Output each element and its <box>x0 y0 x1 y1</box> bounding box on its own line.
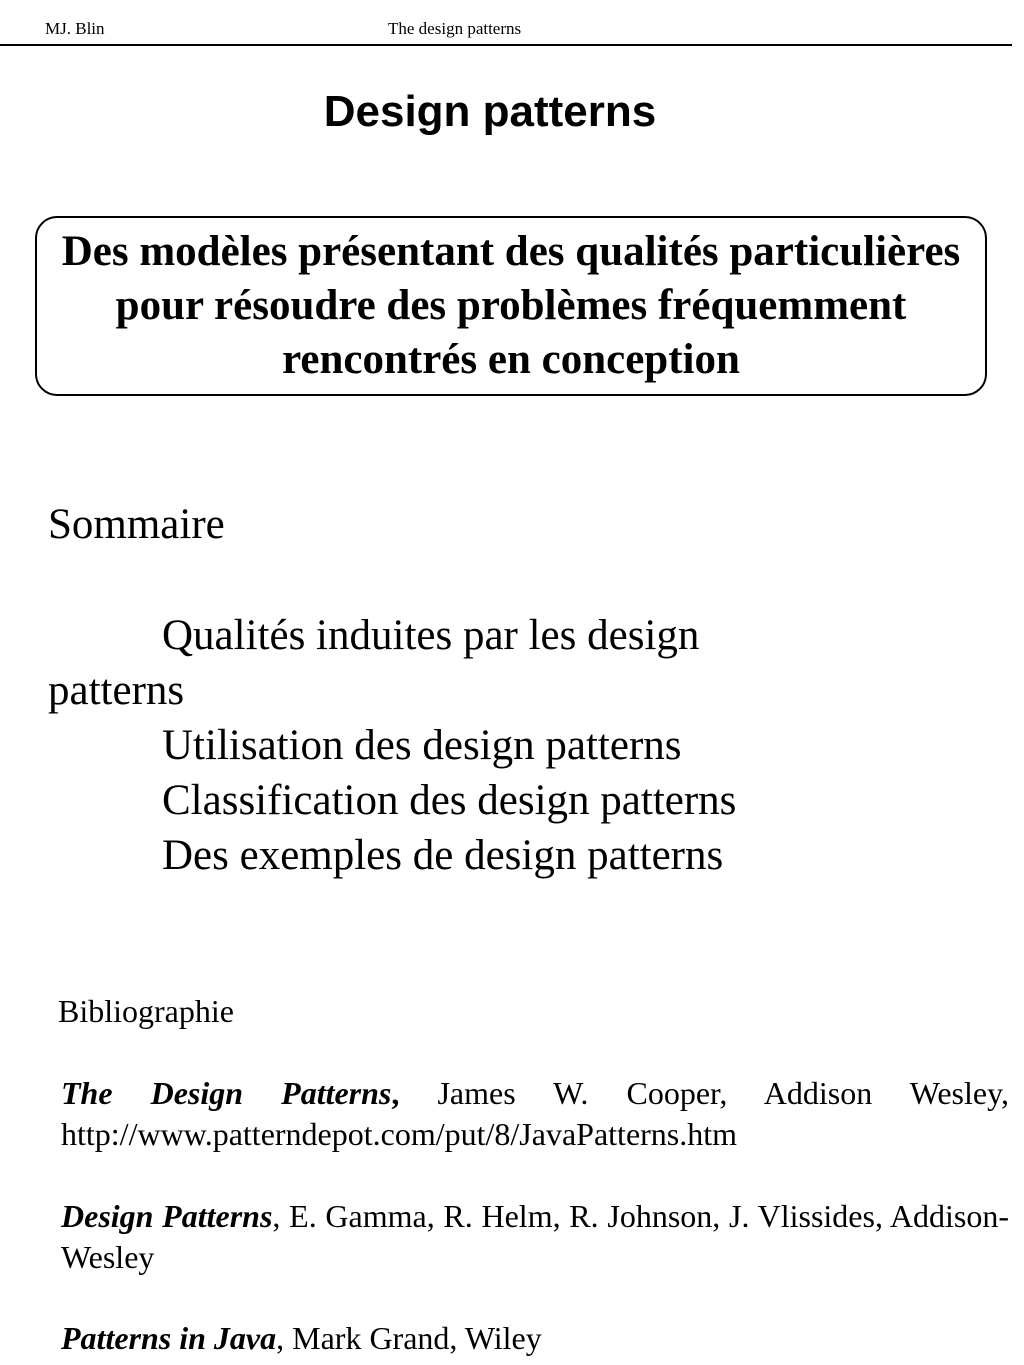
page-header <box>0 0 1012 46</box>
sommaire-list <box>48 608 748 883</box>
bibliography-entry-title: Patterns in Java <box>61 1320 277 1356</box>
page-title: Design patterns <box>323 87 657 136</box>
header-title: The design patterns <box>388 19 522 38</box>
bibliography-entry-details: , Mark Grand, Wiley <box>276 1320 542 1356</box>
bibliography-entry-title: The Design Patterns <box>61 1075 392 1111</box>
bibliography-entry-separator: , <box>391 1075 400 1111</box>
bibliography-entry <box>61 1073 1009 1155</box>
definition-text: Des modèles présentant des qualités particulières pour résoudre des problèmes fréquemment rencontrés en conception <box>61 228 961 383</box>
header-author: MJ. Blin <box>45 19 105 38</box>
sommaire-item: Classification des design patterns <box>162 777 737 824</box>
bibliography-entry-details: , E. Gamma, R. Helm, R. Johnson, J. Vlissides, Addison-Wesley <box>61 1198 1010 1275</box>
sommaire-heading: Sommaire <box>48 501 225 548</box>
sommaire-item: Qualités induites par les design patterns <box>48 612 700 714</box>
definition-box <box>35 216 987 396</box>
sommaire-item: Utilisation des design patterns <box>162 722 682 769</box>
bibliography-entry-title: Design Patterns <box>61 1198 273 1234</box>
sommaire-item: Des exemples de design patterns <box>162 832 724 879</box>
bibliography-heading: Bibliographie <box>58 993 234 1029</box>
bibliography-entry <box>61 1196 1009 1278</box>
bibliography-entry-details: James W. Cooper, Addison Wesley, http://www.patterndepot.com/put/8/JavaPatterns.htm <box>61 1075 1010 1152</box>
bibliography-entry <box>61 1318 1009 1359</box>
